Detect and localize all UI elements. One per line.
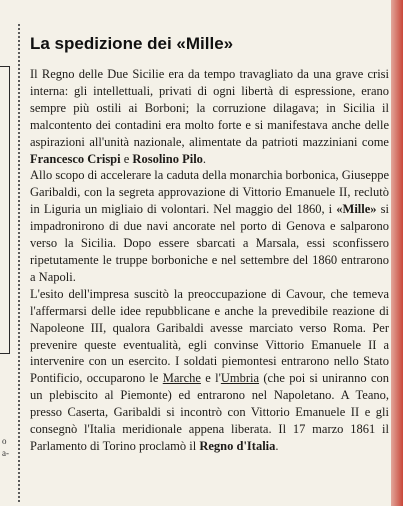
page-edge-strip <box>391 0 403 506</box>
cropped-text-fragment: o <box>2 436 7 446</box>
paragraph-esito: L'esito dell'impresa suscitò la preoccupazione di Cavour, che temeva l'affermarsi delle idee repubblicane e anche la prevedibile reazione di Napoleone III, qualora Garibaldi avesse marciato verso Roma. Per prevenire queste eventualità, egli convinse Vittorio Emanuele II a intervenire con un esercito. I soldati piemontesi entrarono nello Stato Pontificio, occuparono le Marche e l'Umbria (che poi si uniranno con un plebiscito al Piemonte) ed entrarono nel Napoletano. A Teano, presso Caserta, Garibaldi si incontrò con Vittorio Emanuele II e gli consegnò l'Italia meridionale appena liberata. Il 17 marzo 1861 il Parlamento di Torino proclamò il Regno d'Italia. <box>30 286 389 453</box>
name-francesco-crispi: Francesco Crispi <box>30 151 121 166</box>
paragraph-spedizione: Allo scopo di accelerare la caduta della monarchia borbonica, Giuseppe Garibaldi, con la segreta approvazione di Vittorio Emanuele II, reclutò in Liguria un migliaio di volontari. Nel maggio del 1860, i «Mille» si impadronirono di due navi ancorate nel porto di Genova e salparono verso la Sicilia. Dopo essere sbarcati a Marsala, essi sconfissero ripetutamente le truppe borboniche e nel settembre del 1860 entrarono a Napoli. <box>30 168 389 284</box>
paragraph-regno: Il Regno delle Due Sicilie era da tempo travagliato da una grave crisi interna: gli intellettuali, privati di ogni libertà di espressione, erano sempre più ostili ai Borboni; la corruzione dilagava; in Sicilia il malcontento dei contadini era molto forte e si manifestava anche delle aspirazioni all'unità nazionale, alimentate da patrioti mazziniani come Francesco Crispi e Rosolino Pilo. <box>30 67 389 166</box>
adjacent-column-box <box>0 66 10 354</box>
term-mille: «Mille» <box>336 202 377 217</box>
left-margin <box>0 0 20 506</box>
name-rosolino-pilo: Rosolino Pilo <box>132 151 203 166</box>
term-umbria: Umbria <box>220 371 260 386</box>
article <box>30 34 389 455</box>
section-title: La spedizione dei «Mille» <box>30 34 234 53</box>
cropped-text-fragment: a- <box>2 448 9 458</box>
term-marche: Marche <box>162 371 201 386</box>
term-regno-ditalia: Regno d'Italia <box>199 438 276 453</box>
dotted-column-rule <box>18 24 20 502</box>
